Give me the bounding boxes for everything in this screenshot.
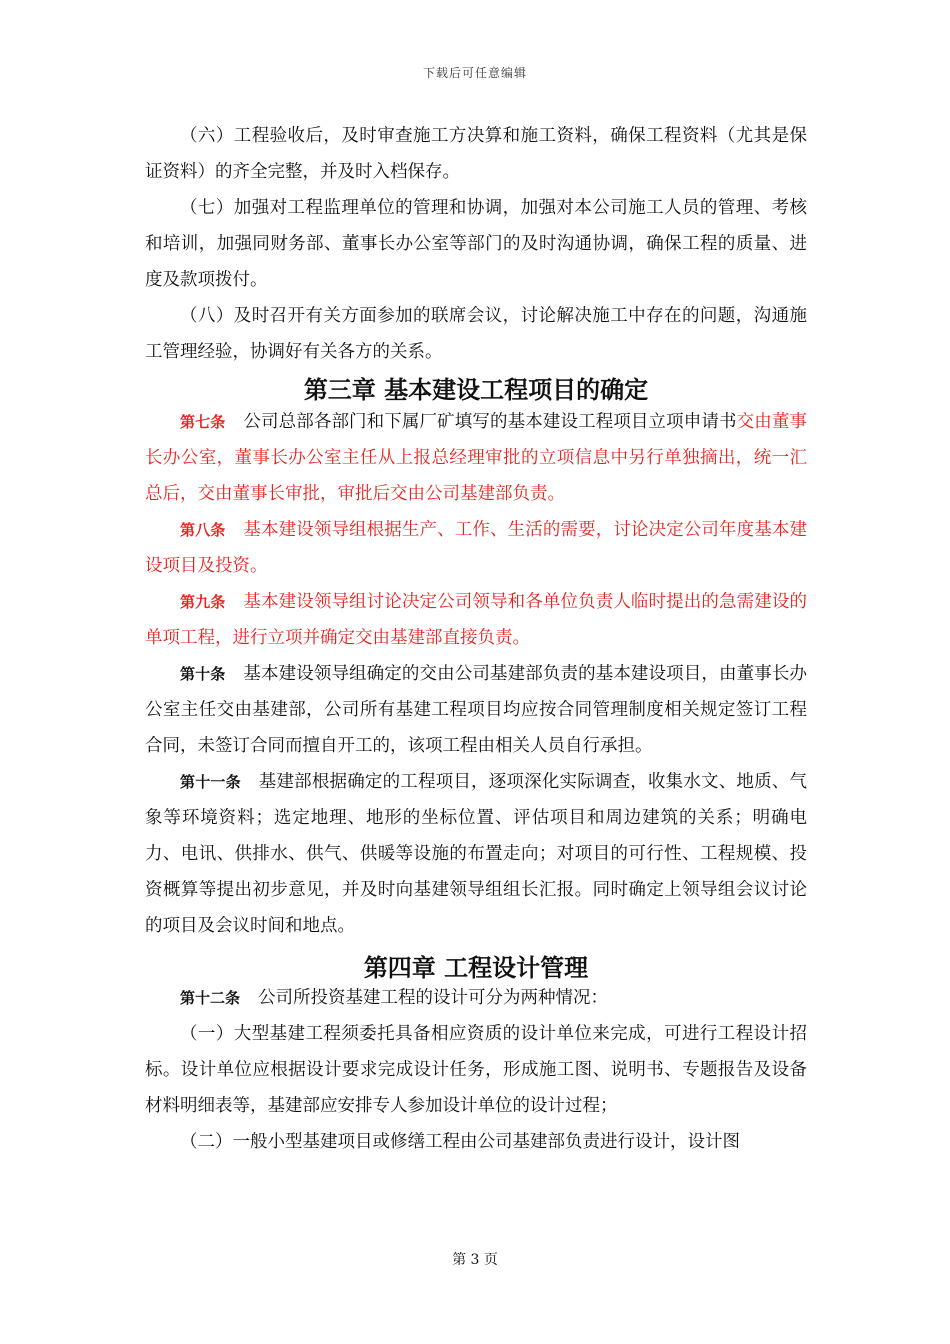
paragraph-item-7: （七）加强对工程监理单位的管理和协调，加强对本公司施工人员的管理、考核和培训，加强同财务部、董事长办公室等部门的及时沟通协调，确保工程的质量、进度及款项拨付。: [145, 198, 807, 290]
article-7-text-red: 交由董事长办公室，董事长办公室主任从上报总经理审批的立项信息中另行单独摘出，统一汇总后，交由董事长审批，审批后交由公司基建部负责。: [145, 412, 807, 504]
article-11: [145, 764, 807, 944]
design-item-1: （一）大型基建工程须委托具备相应资质的设计单位来完成，可进行工程设计招标。设计单位应根据设计要求完成设计任务，形成施工图、说明书、专题报告及设备材料明细表等，基建部应安排专人参加设计单位的设计过程；: [145, 1024, 807, 1116]
article-11-label: 第十一条: [180, 773, 241, 791]
article-9-label: 第九条: [180, 593, 226, 611]
paragraph-item-6: （六）工程验收后，及时审查施工方决算和施工资料，确保工程资料（尤其是保证资料）的齐全完整，并及时入档保存。: [145, 126, 807, 182]
article-11-text: 基建部根据确定的工程项目，逐项深化实际调查，收集水文、地质、气象等环境资料；选定地理、地形的坐标位置、评估项目和周边建筑的关系；明确电力、电讯、供排水、供气、供暖等设施的布置走向；对项目的可行性、工程规模、投资概算等提出初步意见，并及时向基建领导组组长汇报。同时确定上领导组会议讨论的项目及会议时间和地点。: [145, 772, 807, 936]
article-7-label: 第七条: [180, 413, 226, 431]
paragraph-item-8: （八）及时召开有关方面参加的联席会议，讨论解决施工中存在的问题，沟通施工管理经验，协调好有关各方的关系。: [145, 306, 807, 362]
article-7-text-black: 公司总部各部门和下属厂矿填写的基本建设工程项目立项申请书: [243, 412, 737, 432]
article-9-text: 基本建设领导组讨论决定公司领导和各单位负责人临时提出的急需建设的单项工程，进行立项并确定交由基建部直接负责。: [145, 592, 807, 648]
chapter-3-title: 第三章 基本建设工程项目的确定: [303, 376, 649, 404]
article-9: [145, 584, 807, 656]
article-8: [145, 512, 807, 584]
article-8-text: 基本建设领导组根据生产、工作、生活的需要，讨论决定公司年度基本建设项目及投资。: [145, 520, 807, 576]
document-body: [145, 118, 807, 1160]
article-12-text: 公司所投资基建工程的设计可分为两种情况：: [258, 988, 609, 1008]
article-12: [145, 980, 807, 1016]
chapter-4-title: 第四章 工程设计管理: [363, 954, 589, 982]
design-item-2: （二）一般小型基建项目或修缮工程由公司基建部负责进行设计，设计图: [180, 1132, 740, 1152]
article-7: [145, 404, 807, 512]
article-10-text: 基本建设领导组确定的交由公司基建部负责的基本建设项目，由董事长办公室主任交由基建部，公司所有基建工程项目均应按合同管理制度相关规定签订工程合同，未签订合同而擅自开工的，该项工程由相关人员自行承担。: [145, 664, 807, 756]
page-header: 下载后可任意编辑: [422, 66, 527, 80]
article-10-label: 第十条: [180, 665, 226, 683]
article-10: [145, 656, 807, 764]
page-number: 第 3 页: [452, 1252, 498, 1268]
article-8-label: 第八条: [180, 521, 226, 539]
article-12-label: 第十二条: [180, 989, 241, 1007]
